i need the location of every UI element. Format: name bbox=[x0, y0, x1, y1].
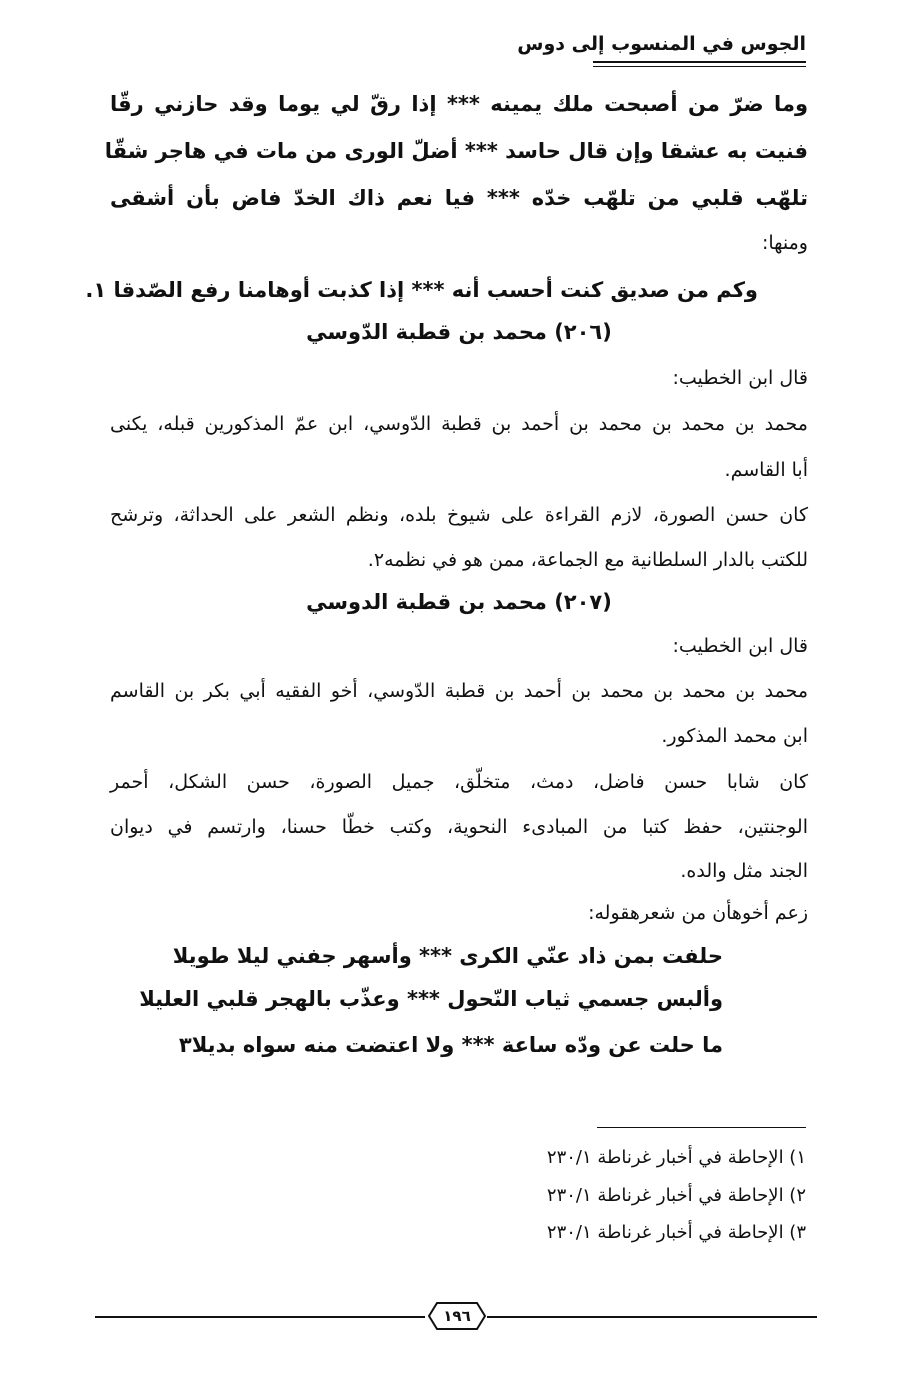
verse-line: تلهّب قلبي من تلهّب خدّه *** فيا نعم ذاك الخدّ فاض بأن أشقى bbox=[110, 186, 808, 210]
page-number-badge bbox=[427, 1301, 487, 1331]
body-text-line: للكتب بالدار السلطانية مع الجماعة، ممن هو في نظمه٢. bbox=[367, 549, 808, 571]
footnote-separator bbox=[597, 1127, 806, 1128]
source-attribution: قال ابن الخطيب: bbox=[672, 635, 808, 657]
footnote: ١) الإحاطة في أخبار غرناطة ٢٣٠/١ bbox=[546, 1147, 806, 1168]
running-header-title: الجوس في المنسوب إلى دوس bbox=[517, 33, 806, 55]
poem-line: حلفت بمن ذاد عنّي الكرى *** وأسهر جفني ليلا طويلا bbox=[172, 944, 723, 968]
header-rule-thin bbox=[593, 66, 806, 67]
verse-line: وكم من صديق كنت أحسب أنه *** إذا كذبت أوهامنا رفع الصّدقا ١. bbox=[85, 278, 758, 302]
poem-line: وألبس جسمي ثياب النّحول *** وعذّب بالهجر قلبي العليلا bbox=[139, 987, 723, 1011]
footnote: ٢) الإحاطة في أخبار غرناطة ٢٣٠/١ bbox=[546, 1185, 806, 1206]
entry-heading-206: (٢٠٦) محمد بن قطبة الدّوسي bbox=[306, 320, 612, 344]
header-rule bbox=[593, 61, 806, 63]
body-text-line: الجند مثل والده. bbox=[680, 860, 808, 882]
body-text-line: كان شابا حسن فاضل، دمث، متخلّق، جميل الصورة، حسن الشكل، أحمر bbox=[110, 771, 808, 793]
poem-line: ما حلت عن ودّه ساعة *** ولا اعتضت منه سواه بديلا٣ bbox=[178, 1033, 723, 1057]
body-text-line: أبا القاسم. bbox=[724, 459, 808, 481]
body-text-line: زعم أخوهأن من شعرهقوله: bbox=[588, 902, 808, 924]
body-text-line: محمد بن محمد بن محمد بن أحمد بن قطبة الدّوسي، أخو الفقيه أبي بكر بن القاسم bbox=[110, 680, 808, 702]
source-attribution: قال ابن الخطيب: bbox=[672, 367, 808, 389]
entry-heading-207: (٢٠٧) محمد بن قطبة الدوسي bbox=[306, 590, 612, 614]
label-minha: ومنها: bbox=[761, 232, 808, 254]
footnote: ٣) الإحاطة في أخبار غرناطة ٢٣٠/١ bbox=[546, 1222, 806, 1243]
footer-rule-left bbox=[95, 1316, 425, 1318]
page-number: ١٩٦ bbox=[443, 1307, 471, 1325]
footer-rule-right bbox=[487, 1316, 817, 1318]
body-text-line: ابن محمد المذكور. bbox=[661, 725, 808, 747]
body-text-line: الوجنتين، حفظ كتبا من المبادىء النحوية، وكتب خطّا حسنا، وارتسم في ديوان bbox=[110, 816, 808, 838]
body-text-line: محمد بن محمد بن محمد بن أحمد بن قطبة الدّوسي، ابن عمّ المذكورين قبله، يكنى bbox=[110, 413, 808, 435]
verse-line: فنيت به عشقا وإن قال حاسد *** أضلّ الورى من مات في هاجر شقّا bbox=[104, 139, 808, 163]
body-text-line: كان حسن الصورة، لازم القراءة على شيوخ بلده، ونظم الشعر على الحداثة، وترشح bbox=[110, 504, 808, 526]
verse-line: وما ضرّ من أصبحت ملك يمينه *** إذا رقّ لي يوما وقد حازني رقّا bbox=[110, 92, 808, 116]
